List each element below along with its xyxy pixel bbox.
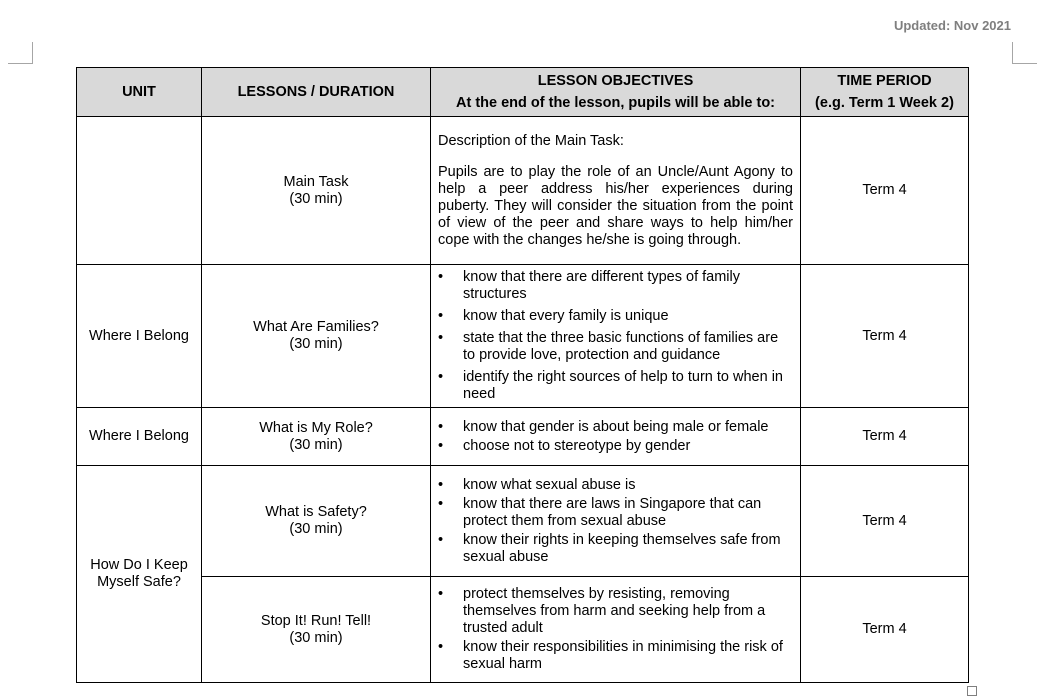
crop-mark-right [1012,42,1037,64]
lesson-duration: (30 min) [289,190,343,207]
unit-cell: Where I Belong [77,408,202,466]
table-row [77,265,969,408]
objectives-list [438,586,793,673]
unit-cell: How Do I Keep Myself Safe? [77,466,202,683]
header-objectives-title: LESSON OBJECTIVES [537,72,694,89]
objective-item [438,419,793,436]
lesson-title: What is Safety? [265,504,367,520]
bullet-icon: • [438,269,444,285]
bullet-icon: • [438,330,444,346]
bullet-icon: • [438,437,444,454]
table-row [77,577,969,683]
lesson-cell [202,408,431,466]
bullet-icon: • [438,369,444,385]
header-unit: UNIT [77,68,202,117]
lesson-duration: (30 min) [289,436,343,453]
objective-text: know their responsibilities in minimising the risk of sexual harm [463,639,783,672]
objective-item [438,269,793,303]
bullet-icon: • [438,586,444,602]
lesson-title: What Are Families? [253,319,379,335]
time-cell: Term 4 [801,577,969,683]
unit-cell [77,117,202,265]
bullet-icon: • [438,531,444,548]
description-label: Description of the Main Task: [438,132,624,149]
objective-item [438,496,793,530]
table-row [77,408,969,466]
lesson-title: Main Task [283,173,349,190]
lesson-duration: (30 min) [289,629,343,646]
objectives-cell [431,466,801,577]
table-header-row [77,68,969,117]
bullet-icon: • [438,639,444,655]
objective-text: protect themselves by resisting, removing themselves from harm and seeking help from a trusted adult [463,586,766,636]
objectives-list [438,419,793,455]
objectives-cell [431,117,801,265]
time-cell: Term 4 [801,265,969,408]
table-row [77,117,969,265]
header-time-title: TIME PERIOD [837,72,932,89]
objectives-cell [431,265,801,408]
objective-text: know what sexual abuse is [463,476,636,493]
objective-text: know their rights in keeping themselves safe from sexual abuse [463,531,781,565]
table-row [77,466,969,577]
objective-text: know that gender is about being male or female [463,418,769,435]
objectives-list [438,477,793,566]
lesson-cell [202,265,431,408]
objective-item [438,586,793,637]
time-cell: Term 4 [801,117,969,265]
crop-mark-left [8,42,33,64]
bullet-icon: • [438,476,444,493]
objective-text: state that the three basic functions of families are to provide love, protection and guidance [463,330,779,363]
bullet-icon: • [438,308,444,324]
header-objectives [431,68,801,117]
lesson-cell [202,577,431,683]
objectives-list [438,269,793,403]
updated-date: Updated: Nov 2021 [893,18,1011,33]
objective-item [438,639,793,673]
objective-text: identify the right sources of help to turn to when in need [463,369,783,402]
time-cell: Term 4 [801,408,969,466]
objective-text: know that there are laws in Singapore that can protect them from sexual abuse [463,495,762,529]
bullet-icon: • [438,418,444,435]
objective-text: know that there are different types of family structures [463,269,740,302]
objective-text: know that every family is unique [463,308,669,324]
bullet-icon: • [438,495,444,512]
objective-item [438,477,793,494]
lesson-duration: (30 min) [289,521,343,537]
objective-text: choose not to stereotype by gender [463,437,691,454]
header-objectives-sub: At the end of the lesson, pupils will be able to: [455,94,776,111]
objective-item [438,532,793,566]
time-cell: Term 4 [801,466,969,577]
header-time-period [801,68,969,117]
lesson-plan-table [76,67,969,683]
objective-item [438,308,793,325]
header-lessons: LESSONS / DURATION [202,68,431,117]
objective-item [438,369,793,403]
objective-item [438,330,793,364]
table-resize-handle[interactable] [967,686,977,696]
lesson-title: What is My Role? [259,419,373,436]
lesson-title: Stop It! Run! Tell! [260,612,372,629]
lesson-cell [202,466,431,577]
description-text: Pupils are to play the role of an Uncle/Aunt Agony to help a peer address his/her experiences during puberty. They will consider the situation from the point of view of the peer and share ways to help him/her cope with the changes he/she is going through. [438,163,793,248]
lesson-cell [202,117,431,265]
objectives-cell [431,408,801,466]
lesson-duration: (30 min) [289,336,343,352]
objectives-cell [431,577,801,683]
unit-cell: Where I Belong [77,265,202,408]
header-time-sub: (e.g. Term 1 Week 2) [815,94,954,111]
objective-item [438,438,793,455]
